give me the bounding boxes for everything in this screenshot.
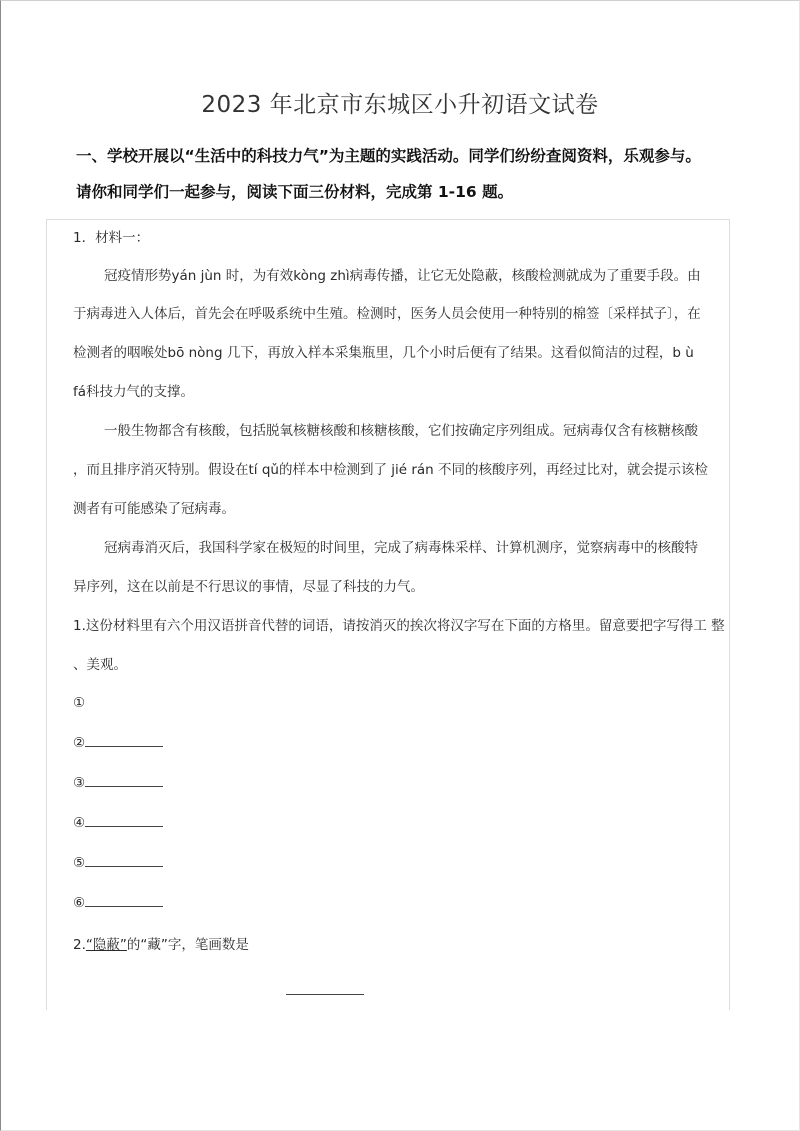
- answer-blank[interactable]: [85, 745, 163, 747]
- paragraph-2-line-1: 一般生物都含有核酸，包括脱氧核糖核酸和核糖核酸，它们按确定序列组成。冠病毒仅含有核糖核酸: [104, 423, 698, 439]
- question-2: [73, 933, 249, 953]
- paragraph-1-line-2: 于病毒进入人体后，首先会在呼吸系统中生殖。检测时，医务人员会使用一种特别的棉签〔采样拭子〕，在: [73, 306, 701, 322]
- section-intro-line-2: 请你和同学们一起参与，阅读下面三份材料，完成第 1-16 题。: [76, 183, 514, 201]
- paragraph-1-line-1: 冠疫情形势yán jùn 时，为有效kòng zhì病毒传播，让它无处隐蔽，核酸检测就成为了重要手段。由: [104, 268, 701, 284]
- question-2-term: “隐蔽”: [85, 937, 127, 953]
- answer-item-marker: ②: [73, 735, 86, 751]
- paragraph-1-line-4: fá科技力气的支撑。: [73, 384, 195, 400]
- answer-item-marker: ⑥: [73, 895, 86, 911]
- answer-blank[interactable]: [85, 905, 163, 907]
- question-2-text: 的“藏”字，笔画数是: [126, 937, 249, 953]
- answer-item-2[interactable]: [73, 735, 163, 751]
- question-1-line-1: 1.这份材料里有六个用汉语拼音代替的词语，请按消灭的挨次将汉字写在下面的方格里。留意要把字写得工 整: [73, 618, 725, 634]
- question-2-number: 2.: [73, 937, 86, 953]
- paragraph-3-line-1: 冠病毒消灭后，我国科学家在极短的时间里，完成了病毒株采样、计算机测序，觉察病毒中的核酸特: [104, 540, 698, 556]
- answer-item-1: [73, 695, 85, 711]
- answer-item-5[interactable]: [73, 855, 163, 871]
- question-2-answer-blank[interactable]: [286, 994, 364, 995]
- answer-item-marker: ⑤: [73, 855, 86, 871]
- answer-blank[interactable]: [85, 865, 163, 867]
- page-title: 2023 年北京市东城区小升初语文试卷: [201, 92, 599, 118]
- answer-blank[interactable]: [85, 785, 163, 787]
- paragraph-3-line-2: 异序列，这在以前是不行思议的事情，尽显了科技的力气。: [73, 579, 424, 595]
- paragraph-1-line-3: 检测者的咽喉处bō nòng 几下，再放入样本采集瓶里，几个小时后便有了结果。这看似简洁的过程，b ù: [73, 345, 694, 361]
- answer-item-3[interactable]: [73, 775, 163, 791]
- section-intro-line-1: 一、学校开展以“生活中的科技力气”为主题的实践活动。同学们纷纷查阅资料，乐观参与。: [76, 147, 701, 165]
- material-heading: 1．材料一：: [73, 230, 150, 246]
- answer-item-4[interactable]: [73, 815, 163, 831]
- answer-blank[interactable]: [85, 825, 163, 827]
- paragraph-2-line-3: 测者有可能感染了冠病毒。: [73, 501, 235, 517]
- answer-item-marker: ④: [73, 815, 86, 831]
- question-1-line-2: 、美观。: [73, 657, 127, 673]
- answer-item-marker: ①: [73, 695, 86, 711]
- answer-item-marker: ③: [73, 775, 86, 791]
- paragraph-2-line-2: ，而且排序消灭特别。假设在tí qǔ的样本中检测到了 jié rán 不同的核酸序列，再经过比对，就会提示该检: [73, 462, 709, 478]
- answer-item-6[interactable]: [73, 895, 163, 911]
